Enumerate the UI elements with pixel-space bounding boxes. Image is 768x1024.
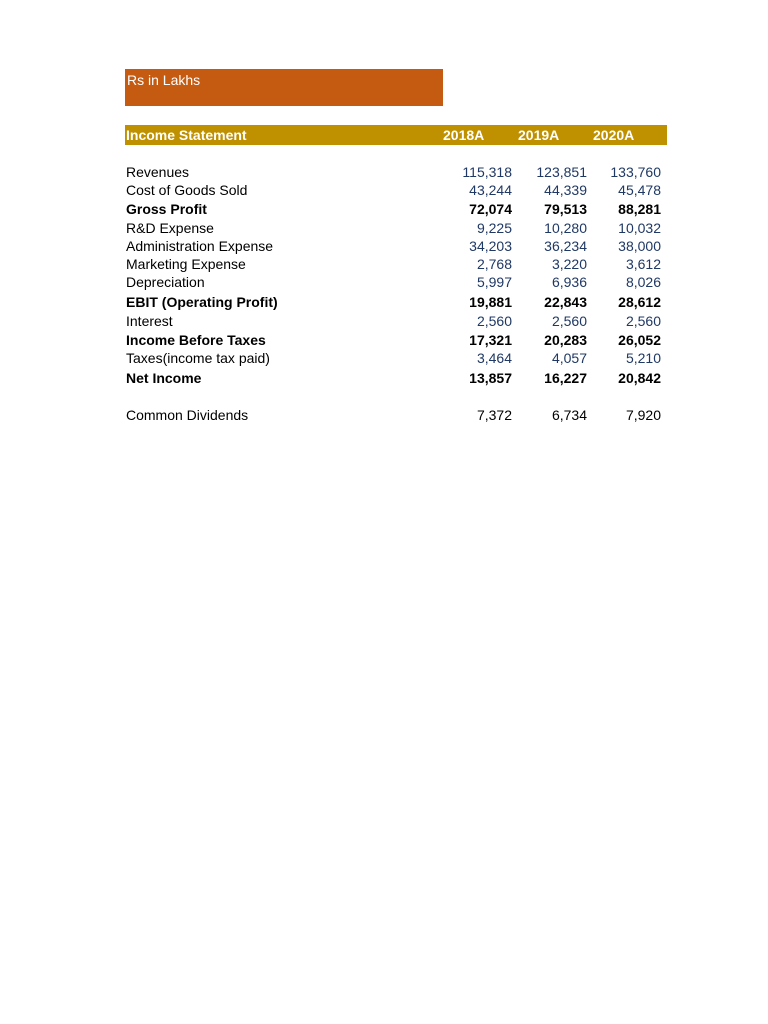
row-label: Cost of Goods Sold bbox=[126, 182, 248, 198]
value-2019: 3,220 bbox=[551, 256, 587, 272]
value-2020: 5,210 bbox=[625, 350, 661, 366]
value-2018: 9,225 bbox=[476, 220, 512, 236]
value-2020: 26,052 bbox=[618, 332, 661, 348]
row-cogs bbox=[125, 181, 667, 199]
value-2018: 3,464 bbox=[476, 350, 512, 366]
row-net-income bbox=[125, 369, 667, 387]
value-2019: 6,734 bbox=[551, 407, 587, 423]
value-2019: 10,280 bbox=[544, 220, 587, 236]
value-2019: 4,057 bbox=[551, 350, 587, 366]
value-2020: 88,281 bbox=[618, 201, 661, 217]
row-label: Administration Expense bbox=[126, 238, 274, 254]
row-label: Common Dividends bbox=[126, 407, 249, 423]
value-2020: 7,920 bbox=[625, 407, 661, 423]
row-label: R&D Expense bbox=[126, 220, 214, 236]
value-2019: 22,843 bbox=[544, 294, 587, 310]
value-2019: 44,339 bbox=[544, 182, 587, 198]
value-2018: 43,244 bbox=[469, 182, 512, 198]
value-2018: 2,768 bbox=[476, 256, 512, 272]
income-statement-header bbox=[125, 125, 667, 145]
value-2018: 19,881 bbox=[469, 294, 512, 310]
row-admin-expense bbox=[125, 237, 667, 255]
value-2018: 5,997 bbox=[476, 274, 512, 290]
value-2020: 20,842 bbox=[618, 370, 661, 386]
statement-title: Income Statement bbox=[126, 127, 247, 143]
row-taxes bbox=[125, 349, 667, 367]
value-2020: 133,760 bbox=[610, 164, 661, 180]
value-2020: 3,612 bbox=[625, 256, 661, 272]
value-2018: 7,372 bbox=[476, 407, 512, 423]
units-label: Rs in Lakhs bbox=[127, 72, 201, 88]
row-label: EBIT (Operating Profit) bbox=[126, 294, 278, 310]
row-label: Marketing Expense bbox=[126, 256, 246, 272]
value-2020: 10,032 bbox=[618, 220, 661, 236]
row-rnd-expense bbox=[125, 219, 667, 237]
units-banner bbox=[125, 69, 443, 106]
value-2019: 20,283 bbox=[544, 332, 587, 348]
row-revenues bbox=[125, 163, 667, 181]
row-label: Depreciation bbox=[126, 274, 205, 290]
value-2018: 72,074 bbox=[469, 201, 512, 217]
value-2020: 28,612 bbox=[618, 294, 661, 310]
value-2020: 8,026 bbox=[625, 274, 661, 290]
value-2020: 38,000 bbox=[618, 238, 661, 254]
value-2018: 13,857 bbox=[469, 370, 512, 386]
row-label: Net Income bbox=[126, 370, 202, 386]
row-label: Revenues bbox=[126, 164, 190, 180]
value-2019: 123,851 bbox=[536, 164, 587, 180]
row-ebit bbox=[125, 293, 667, 311]
row-depreciation bbox=[125, 273, 667, 291]
value-2018: 115,318 bbox=[462, 164, 512, 180]
value-2019: 2,560 bbox=[551, 313, 587, 329]
value-2019: 36,234 bbox=[544, 238, 587, 254]
row-interest bbox=[125, 312, 667, 330]
year-header-2020: 2020A bbox=[593, 127, 635, 143]
value-2018: 17,321 bbox=[469, 332, 512, 348]
value-2018: 2,560 bbox=[476, 313, 512, 329]
value-2019: 79,513 bbox=[544, 201, 587, 217]
row-income-before-taxes bbox=[125, 331, 667, 349]
row-common-dividends bbox=[125, 406, 667, 424]
year-header-2019: 2019A bbox=[518, 127, 560, 143]
row-marketing-expense bbox=[125, 255, 667, 273]
row-label: Income Before Taxes bbox=[126, 332, 266, 348]
year-header-2018: 2018A bbox=[443, 127, 485, 143]
value-2020: 45,478 bbox=[618, 182, 661, 198]
value-2019: 16,227 bbox=[544, 370, 587, 386]
value-2019: 6,936 bbox=[551, 274, 587, 290]
row-label: Taxes(income tax paid) bbox=[126, 350, 270, 366]
row-gross-profit bbox=[125, 200, 667, 218]
value-2020: 2,560 bbox=[625, 313, 661, 329]
value-2018: 34,203 bbox=[469, 238, 512, 254]
row-label: Interest bbox=[126, 313, 173, 329]
row-label: Gross Profit bbox=[126, 201, 207, 217]
